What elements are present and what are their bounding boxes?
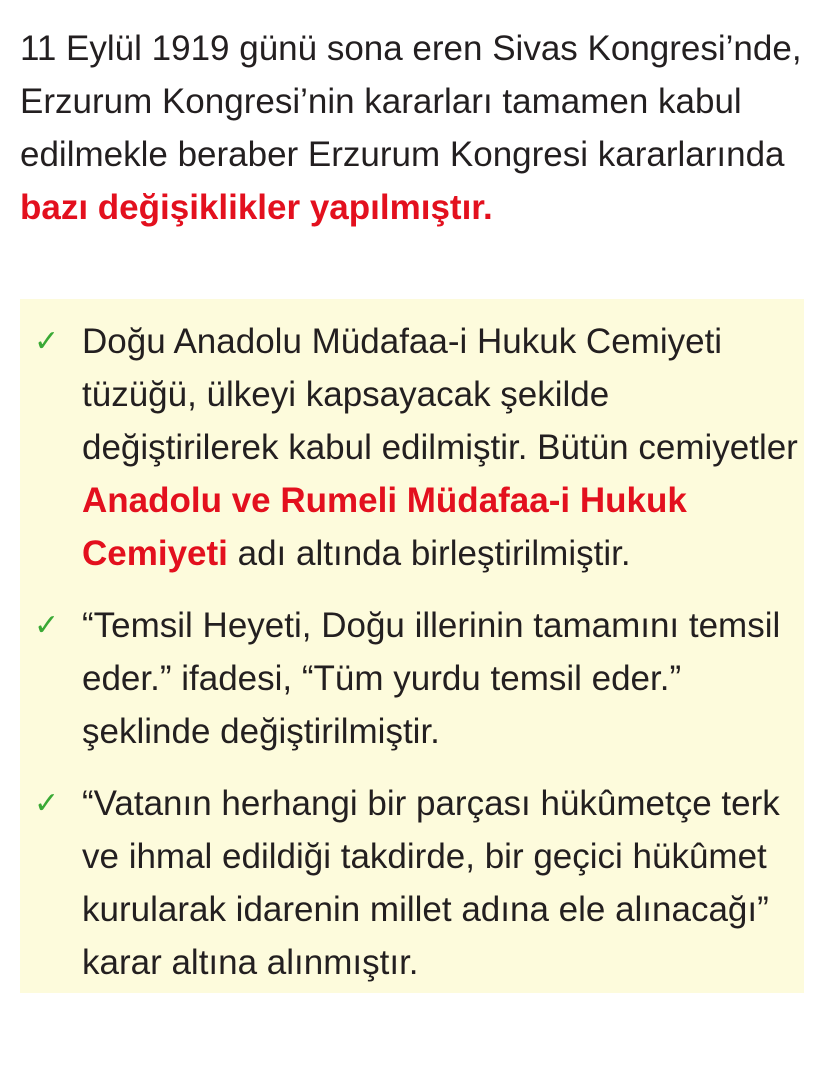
decision-item	[34, 777, 804, 989]
check-icon: ✓	[34, 324, 60, 359]
decision-item	[34, 315, 804, 580]
intro-highlight: bazı değişiklikler yapılmıştır.	[20, 188, 493, 227]
decision-item	[34, 599, 804, 758]
decision-text-end: adı altında birleştirilmiştir.	[227, 534, 631, 573]
check-icon: ✓	[34, 608, 60, 643]
decision-text: “Temsil Heyeti, Doğu illerinin tamamını temsil eder.” ifadesi, “Tüm yurdu temsil eder.” şeklinde değiştirilmiştir.	[82, 606, 781, 751]
intro-text: 11 Eylül 1919 günü sona eren Sivas Kongresi’nde, Erzurum Kongresi’nin kararları tamamen kabul edilmekle beraber Erzurum Kongresi kararlarında	[20, 29, 802, 174]
intro-paragraph	[20, 22, 810, 234]
decision-text: Doğu Anadolu Müdafaa-i Hukuk Cemiyeti tüzüğü, ülkeyi kapsayacak şekilde değiştirilerek kabul edilmiştir. Bütün cemiyetler	[82, 322, 798, 467]
check-icon: ✓	[34, 786, 60, 821]
decision-highlight: Anadolu ve Rumeli Müdafaa-i Hukuk Cemiyeti	[82, 481, 687, 573]
decision-text: “Vatanın herhangi bir parçası hükûmetçe terk ve ihmal edildiği takdirde, bir geçici hükûmet kurularak idarenin millet adına ele alınacağı” karar altına alınmıştır.	[82, 784, 780, 982]
decisions-panel	[20, 299, 804, 993]
